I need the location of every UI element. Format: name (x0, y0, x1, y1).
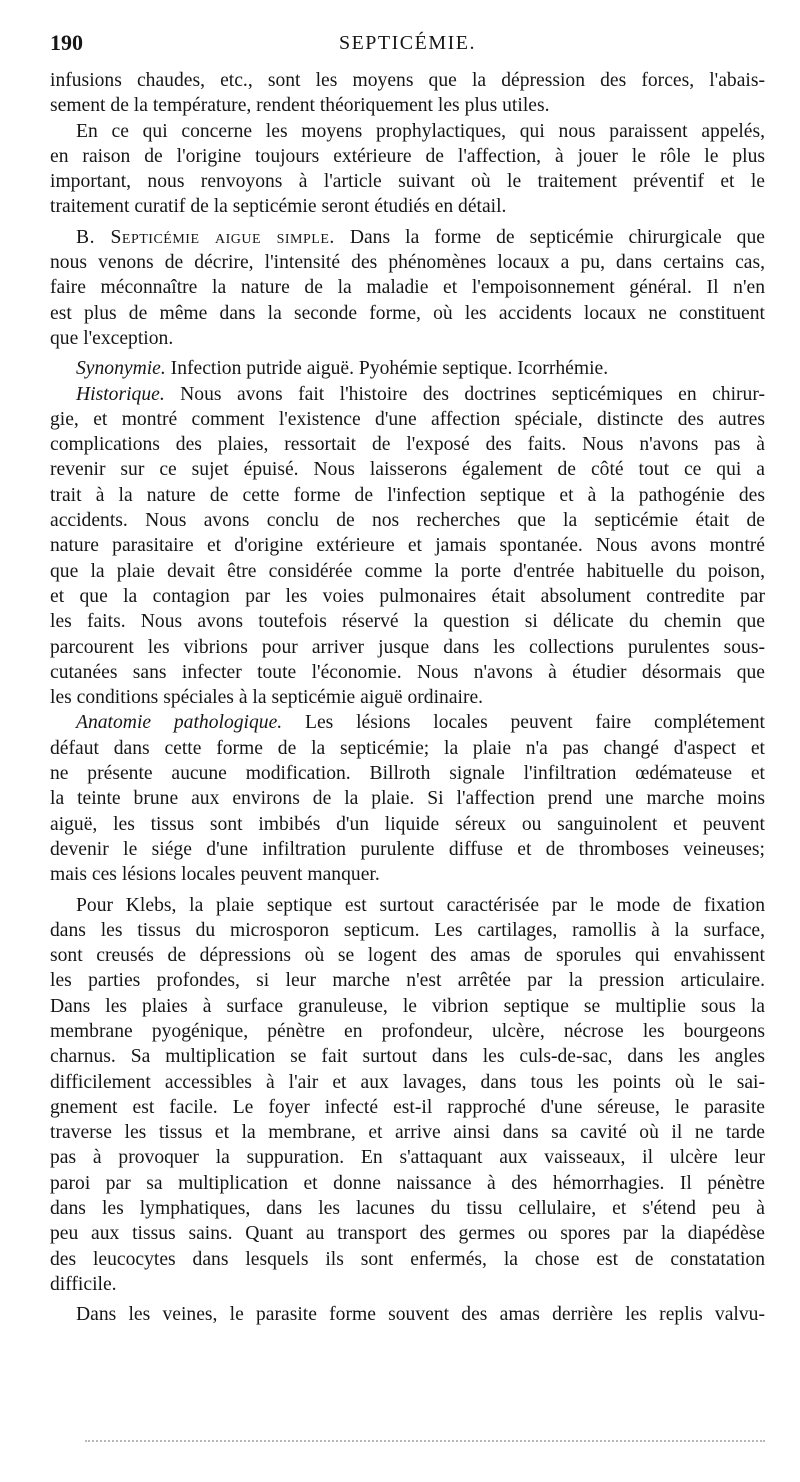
text-line: la teinte brune aux environs de la plaie. Si l'affection prend une marche moins (50, 788, 765, 810)
subsection-heading: Anatomie pathologique. (76, 712, 283, 734)
text-line: En ce qui concerne les moyens prophylactiques, qui nous paraissent appelés, (76, 120, 765, 142)
page-number: 190 (50, 30, 83, 55)
text-line: défaut dans cette forme de la septicémie; la plaie n'a pas changé d'aspect et (50, 737, 765, 759)
text-line: sement de la température, rendent théoriquement les plus utiles. (50, 95, 550, 117)
text-line: sont creusés de dépressions où se logent des amas de sporules qui envahissent (50, 945, 765, 967)
text-line: nature parasitaire et d'origine extérieure et jamais spontanée. Nous avons montré (50, 535, 765, 557)
text-line: en raison de l'origine toujours extérieure de l'affection, à jouer le rôle le plus (50, 145, 765, 167)
subsection-heading: Historique. (76, 383, 165, 405)
subsection-heading: Synonymie. (76, 358, 166, 380)
text-line: que la plaie devait être considérée comme la porte d'entrée habituelle du poison, (50, 560, 765, 582)
text-line: traverse les tissus et la membrane, et arrive ainsi dans sa cavité où il ne tarde (50, 1122, 765, 1144)
text-line: accidents. Nous avons conclu de nos recherches que la septicémie était de (50, 510, 765, 532)
text-line: ne présente aucune modification. Billroth signale l'infiltration œdémateuse et (50, 763, 765, 785)
text-line: charnus. Sa multiplication se fait surtout dans les culs-de-sac, dans les angles (50, 1046, 765, 1068)
text-line: parcourent les vibrions pour arriver jusque dans les collections purulentes sous- (50, 636, 765, 658)
text-line: faire méconnaître la nature de la maladie et l'empoisonnement général. Il n'en (50, 277, 765, 299)
text-line: Historique. Nous avons fait l'histoire des doctrines septicémiques en chirur- (76, 383, 765, 405)
section-heading: B. Septicémie aigue simple. (76, 226, 335, 248)
text-line: aiguë, les tissus sont imbibés d'un liquide séreux ou sanguinolent et peuvent (50, 813, 765, 835)
running-title: SEPTICÉMIE. (338, 32, 477, 54)
text-line: nous venons de décrire, l'intensité des phénomènes locaux a pu, dans certains cas, (50, 252, 765, 274)
text-line: infusions chaudes, etc., sont les moyens que la dépression des forces, l'abais- (50, 70, 765, 91)
text-line: revenir sur ce sujet épuisé. Nous laisserons également de côté tout ce qui a (50, 459, 765, 481)
text-line: important, nous renvoyons à l'article suivant où le traitement préventif et le (50, 171, 765, 193)
body-text (50, 68, 765, 1328)
text-line: Synonymie. Infection putride aiguë. Pyohémie septique. Icorrhémie. (76, 358, 609, 380)
text-line: pas à provoquer la suppuration. En s'attaquant aux vaisseaux, il ulcère leur (50, 1147, 765, 1169)
text-line: complications des plaies, ressortait de l'exposé des faits. Nous n'avons pas à (50, 434, 765, 456)
text-line: dans les lymphatiques, dans les lacunes du tissu cellulaire, et s'étend peu à (50, 1198, 765, 1220)
text-line: Anatomie pathologique. Les lésions locales peuvent faire complétement (76, 712, 765, 734)
text-line: les faits. Nous avons toutefois réservé la question si délicate du chemin que (50, 611, 765, 633)
text-line: gie, et montré comment l'existence d'une affection spéciale, distincte des autres (50, 408, 765, 430)
text-line: trait à la nature de cette forme de l'infection septique et à la pathogénie des (50, 484, 765, 506)
text-line: cutanées sans infecter toute l'économie. Nous n'avons à étudier désormais que (50, 661, 765, 683)
text-line: devenir le siége d'une infiltration purulente diffuse et de thromboses veineuses; (50, 838, 765, 860)
text-line: paroi par sa multiplication et donne naissance à des hémorrhagies. Il pénètre (50, 1172, 765, 1194)
text-line: difficile. (50, 1273, 117, 1295)
text-line: que l'exception. (50, 327, 174, 349)
text-line: peu aux tissus sains. Quant au transport des germes ou spores par la diapédèse (50, 1223, 765, 1245)
text-line: les parties profondes, si leur marche n'est arrêtée par la pression articulaire. (50, 970, 765, 992)
text-line: les conditions spéciales à la septicémie aiguë ordinaire. (50, 687, 484, 709)
text-line: des leucocytes dans lesquels ils sont enfermés, la chose est de constatation (50, 1248, 765, 1270)
text-line: est plus de même dans la seconde forme, où les accidents locaux ne constituent (50, 302, 765, 324)
text-line: gnement est facile. Le foyer infecté est-il rapproché d'une séreuse, le parasite (50, 1096, 765, 1118)
text-line: Dans les veines, le parasite forme souvent des amas derrière les replis valvu- (76, 1304, 765, 1326)
bleed-through-divider (85, 1440, 765, 1442)
text-line: dans les tissus du microsporon septicum. Les cartilages, ramollis à la surface, (50, 919, 765, 941)
text-line: traitement curatif de la septicémie seront étudiés en détail. (50, 196, 507, 218)
text-line: difficilement accessibles à l'air et aux lavages, dans tous les points où le sai- (50, 1071, 765, 1093)
text-line: membrane pyogénique, pénètre en profondeur, ulcère, nécrose les bourgeons (50, 1020, 765, 1042)
text-line: mais ces lésions locales peuvent manquer. (50, 864, 380, 886)
text-line: Pour Klebs, la plaie septique est surtout caractérisée par le mode de fixation (76, 894, 765, 916)
page-header (50, 30, 765, 60)
text-line: Dans les plaies à surface granuleuse, le vibrion septique se multiplie sous la (50, 995, 765, 1017)
text-line: B. Septicémie aigue simple. Dans la forme de septicémie chirurgicale que (76, 226, 765, 248)
text-line: et que la contagion par les voies pulmonaires était absolument contredite par (50, 585, 765, 607)
